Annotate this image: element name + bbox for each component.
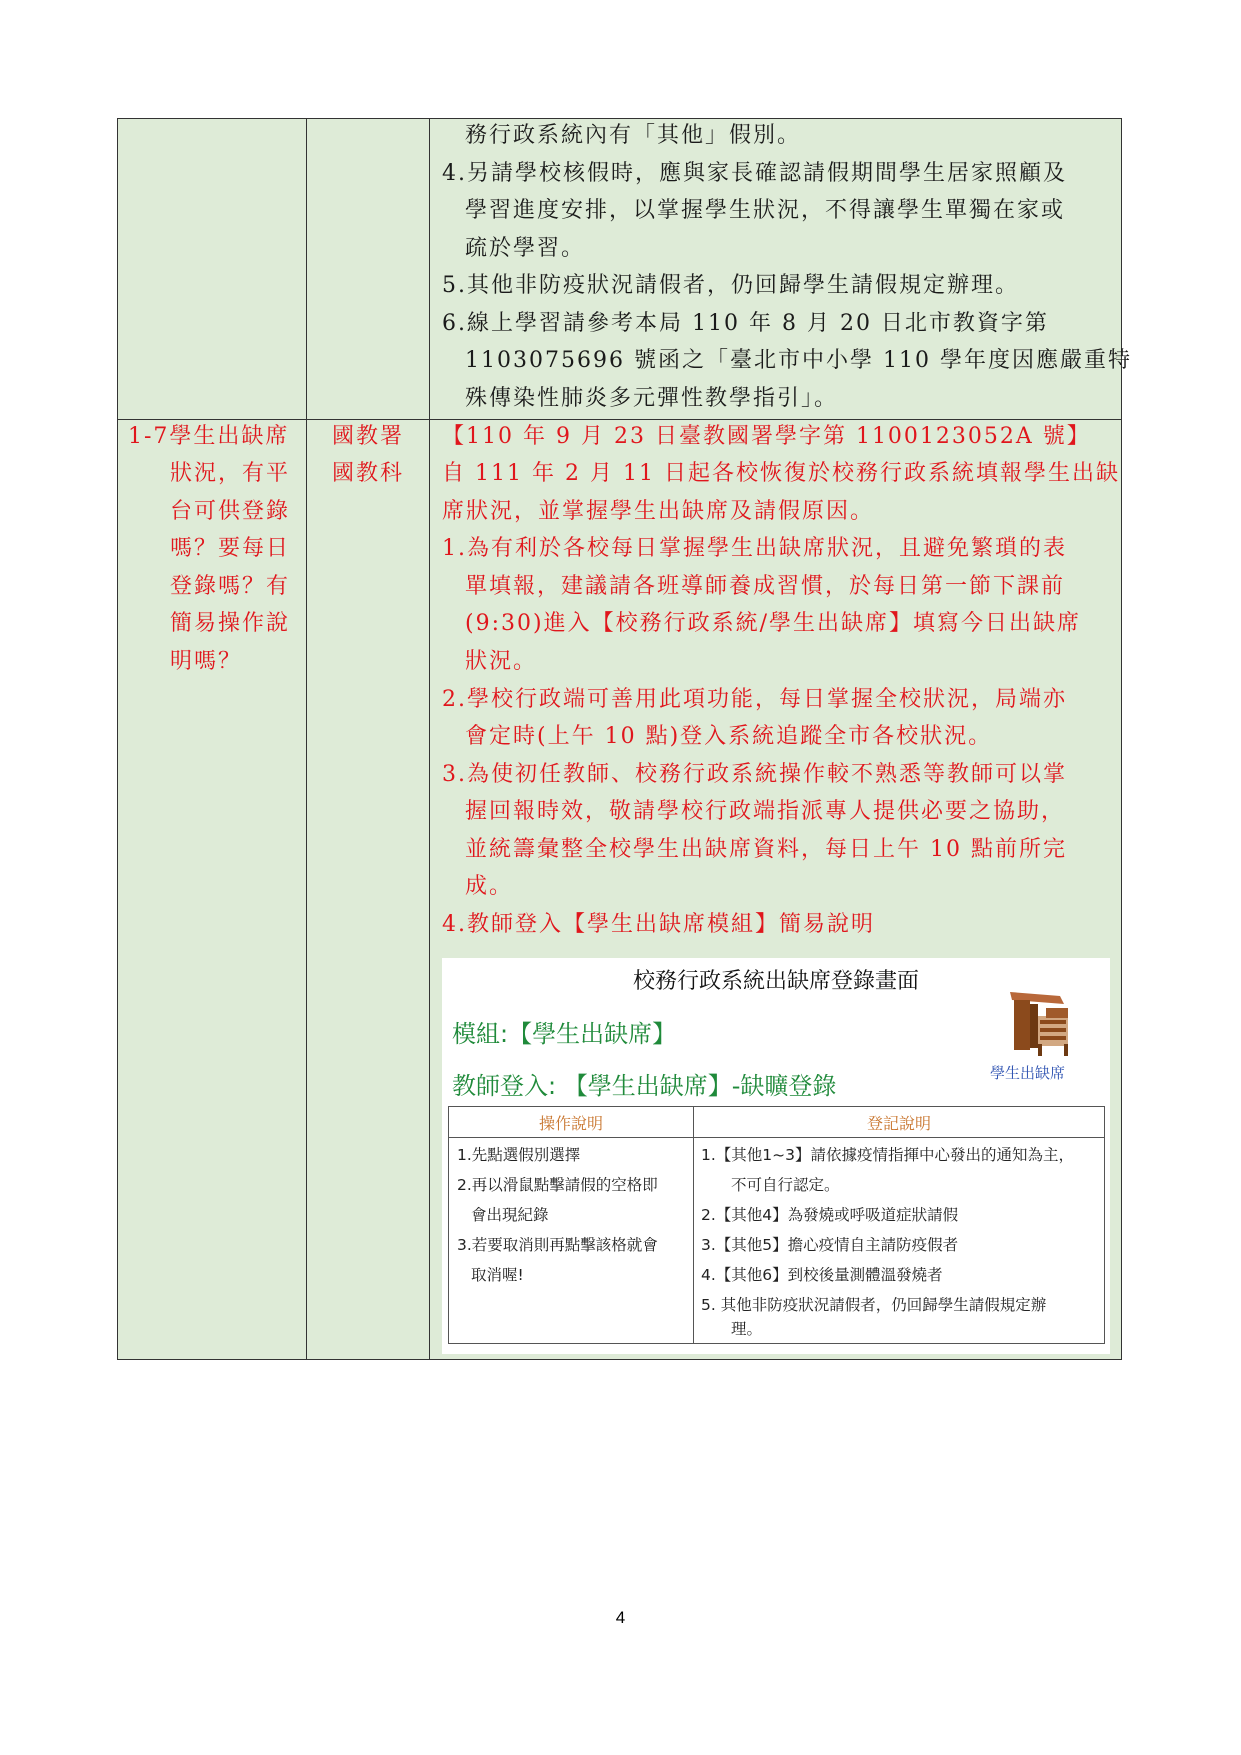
- page-number: 4: [615, 1608, 626, 1627]
- operation-line: 1.先點選假別選擇: [457, 1146, 581, 1164]
- screenshot-title: 校務行政系統出缺席登錄畫面: [632, 969, 919, 994]
- registration-line: 3.【其他5】擔心疫情自主請防疫假者: [701, 1236, 959, 1254]
- continuation-line: 4.另請學校核假時，應與家長確認請假期間學生居家照顧及: [442, 161, 1067, 186]
- column-divider: [693, 1107, 694, 1343]
- teacher-login-label: 教師登入: 【學生出缺席】-缺曠登錄: [452, 1072, 837, 1100]
- answer-line: (9:30)進入【校務行政系統/學生出缺席】填寫今日出缺席: [465, 611, 1081, 636]
- answer-line: 並統籌彙整全校學生出缺席資料，每日上午 10 點前所完: [465, 837, 1067, 862]
- operation-line: 3.若要取消則再點擊該格就會: [457, 1236, 658, 1254]
- operation-line: 會出現紀錄: [471, 1206, 549, 1224]
- answer-line: 1.為有利於各校每日掌握學生出缺席狀況，且避免繁瑣的表: [442, 536, 1067, 561]
- answer-line: 會定時(上午 10 點)登入系統追蹤全市各校狀況。: [465, 724, 993, 749]
- module-label: 模組:【學生出缺席】: [452, 1020, 677, 1048]
- answer-line: 成。: [465, 874, 514, 899]
- reference-line: 【110 年 9 月 23 日臺教國署學字第 1100123052A 號】: [442, 424, 1091, 449]
- instruction-table: [448, 1106, 1105, 1344]
- question-line: 1-7學生出缺席: [128, 424, 290, 449]
- continuation-line: 學習進度安排，以掌握學生狀況，不得讓學生單獨在家或: [465, 198, 1066, 223]
- answer-line: 狀況。: [465, 649, 538, 674]
- question-line: 狀況，有平: [170, 461, 291, 486]
- continuation-line: 疏於學習。: [465, 236, 586, 261]
- desk-icon: [1002, 986, 1078, 1058]
- answer-line: 席狀況，並掌握學生出缺席及請假原因。: [442, 499, 875, 524]
- registration-line: 5. 其他非防疫狀況請假者，仍回歸學生請假規定辦: [701, 1296, 1047, 1314]
- question-line: 登錄嗎？有: [170, 574, 291, 599]
- answer-line: 單填報，建議請各班導師養成習慣，於每日第一節下課前: [465, 574, 1066, 599]
- unit-line: 國教署: [332, 424, 405, 449]
- question-line: 明嗎？: [170, 649, 243, 674]
- column-divider: [306, 119, 307, 1359]
- icon-label: 學生出缺席: [990, 1064, 1066, 1082]
- continuation-line: 6.線上學習請參考本局 110 年 8 月 20 日北市教資字第: [442, 311, 1049, 336]
- answer-line: 握回報時效，敬請學校行政端指派專人提供必要之協助，: [465, 799, 1066, 824]
- unit-line: 國教科: [332, 461, 405, 486]
- answer-line: 3.為使初任教師、校務行政系統操作較不熟悉等教師可以掌: [442, 762, 1067, 787]
- embedded-screenshot: [442, 958, 1110, 1354]
- answer-line: 4.教師登入【學生出缺席模組】簡易說明: [442, 912, 875, 937]
- answer-line: 自 111 年 2 月 11 日起各校恢復於校務行政系統填報學生出缺: [442, 461, 1120, 486]
- operation-line: 2.再以滑鼠點擊請假的空格即: [457, 1176, 658, 1194]
- registration-line: 理。: [731, 1320, 763, 1338]
- registration-header: 登記說明: [866, 1114, 931, 1133]
- continuation-line: 務行政系統內有「其他」假別。: [465, 123, 802, 148]
- question-line: 嗎？要每日: [170, 536, 291, 561]
- continuation-line: 殊傳染性肺炎多元彈性教學指引」。: [465, 386, 839, 411]
- operation-header: 操作說明: [538, 1114, 603, 1133]
- continuation-line: 1103075696 號函之「臺北市中小學 110 學年度因應嚴重特: [465, 348, 1132, 373]
- column-divider: [429, 119, 430, 1359]
- registration-line: 2.【其他4】為發燒或呼吸道症狀請假: [701, 1206, 959, 1224]
- header-divider: [449, 1137, 1104, 1138]
- question-line: 簡易操作說: [170, 611, 291, 636]
- answer-line: 2.學校行政端可善用此項功能，每日掌握全校狀況，局端亦: [442, 687, 1067, 712]
- registration-line: 不可自行認定。: [731, 1176, 840, 1194]
- registration-line: 4.【其他6】到校後量測體溫發燒者: [701, 1266, 943, 1284]
- registration-line: 1.【其他1~3】請依據疫情指揮中心發出的通知為主，: [701, 1146, 1075, 1164]
- continuation-line: 5.其他非防疫狀況請假者，仍回歸學生請假規定辦理。: [442, 273, 1019, 298]
- operation-line: 取消喔!: [471, 1266, 524, 1284]
- question-line: 台可供登錄: [170, 499, 291, 524]
